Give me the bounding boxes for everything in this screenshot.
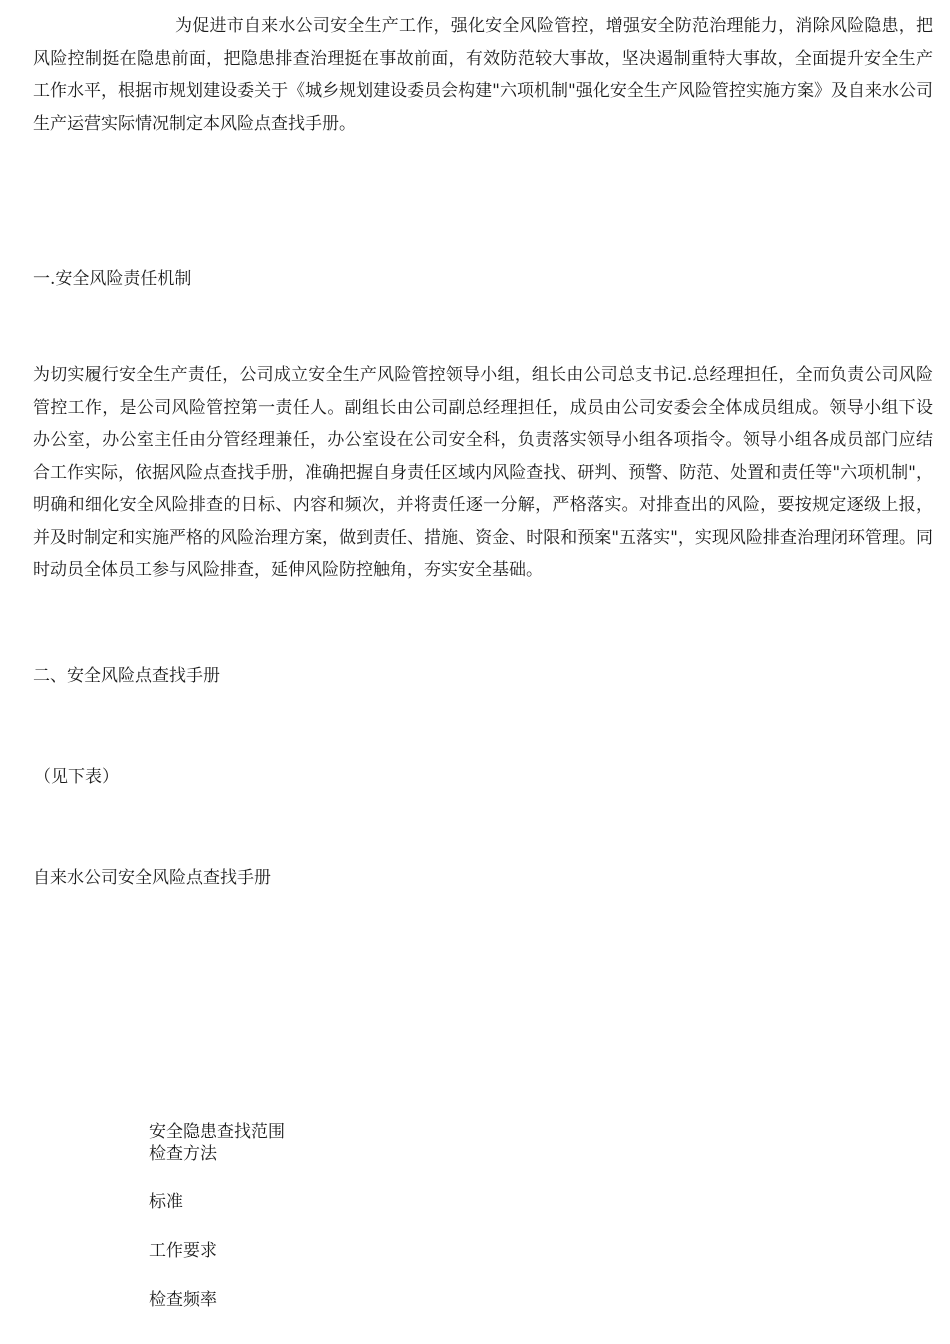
section-heading-risk-responsibility: 一.安全风险责任机制 — [33, 269, 192, 289]
table-label-inspection-method: 检查方法 — [149, 1144, 217, 1164]
table-header-labels — [149, 1120, 285, 1314]
table-label-inspection-frequency: 检查频率 — [149, 1290, 217, 1310]
table-label-inspection-scope: 安全隐患查找范围 — [149, 1122, 285, 1142]
table-label-standard: 标准 — [149, 1192, 183, 1212]
intro-paragraph: 为促进市自来水公司安全生产工作，强化安全风险管控，增强安全防范治理能力，消除风险隐患，把风险控制挺在隐患前面，把隐患排查治理挺在事故前面，有效防范较大事故，坚决遏制重特大事故，全面提升安全生产工作水平，根据市规划建设委关于《城乡规划建设委员会构建"六项机制"强化安全生产风险管控实施方案》及自来水公司生产运营实际情况制定本风险点查找手册。 — [33, 16, 933, 134]
manual-table-title: 自来水公司安全风险点查找手册 — [33, 868, 271, 888]
risk-responsibility-paragraph: 为切实履行安全生产责任，公司成立安全生产风险管控领导小组，组长由公司总支书记.总经理担任，全而负责公司风险管控工作，是公司风险管控第一责任人。副组长由公司副总经理担任，成员由公司安委会全体成员组成。领导小组下设办公室，办公室主任由分管经理兼任，办公室设在公司安全科，负责落实领导小组各项指令。领导小组各成员部门应结合工作实际，依据风险点查找手册，准确把握自身责任区域内风险查找、研判、预警、防范、处置和责任等"六项机制"，明确和细化安全风险排查的日标、内容和频次，并将责任逐一分解，严格落实。对排查出的风险，要按规定逐级上报，并及时制定和实施严格的风险治理方案，做到责任、措施、资金、时限和预案"五落实"，实现风险排查治理闭环管理。同时动员全体员工参与风险排查，延伸风险防控触角，夯实安全基础。 — [33, 365, 933, 580]
see-below-note: （见下表） — [34, 767, 119, 787]
table-label-work-requirements: 工作要求 — [149, 1241, 217, 1261]
section-heading-risk-manual: 二、安全风险点查找手册 — [33, 666, 220, 686]
